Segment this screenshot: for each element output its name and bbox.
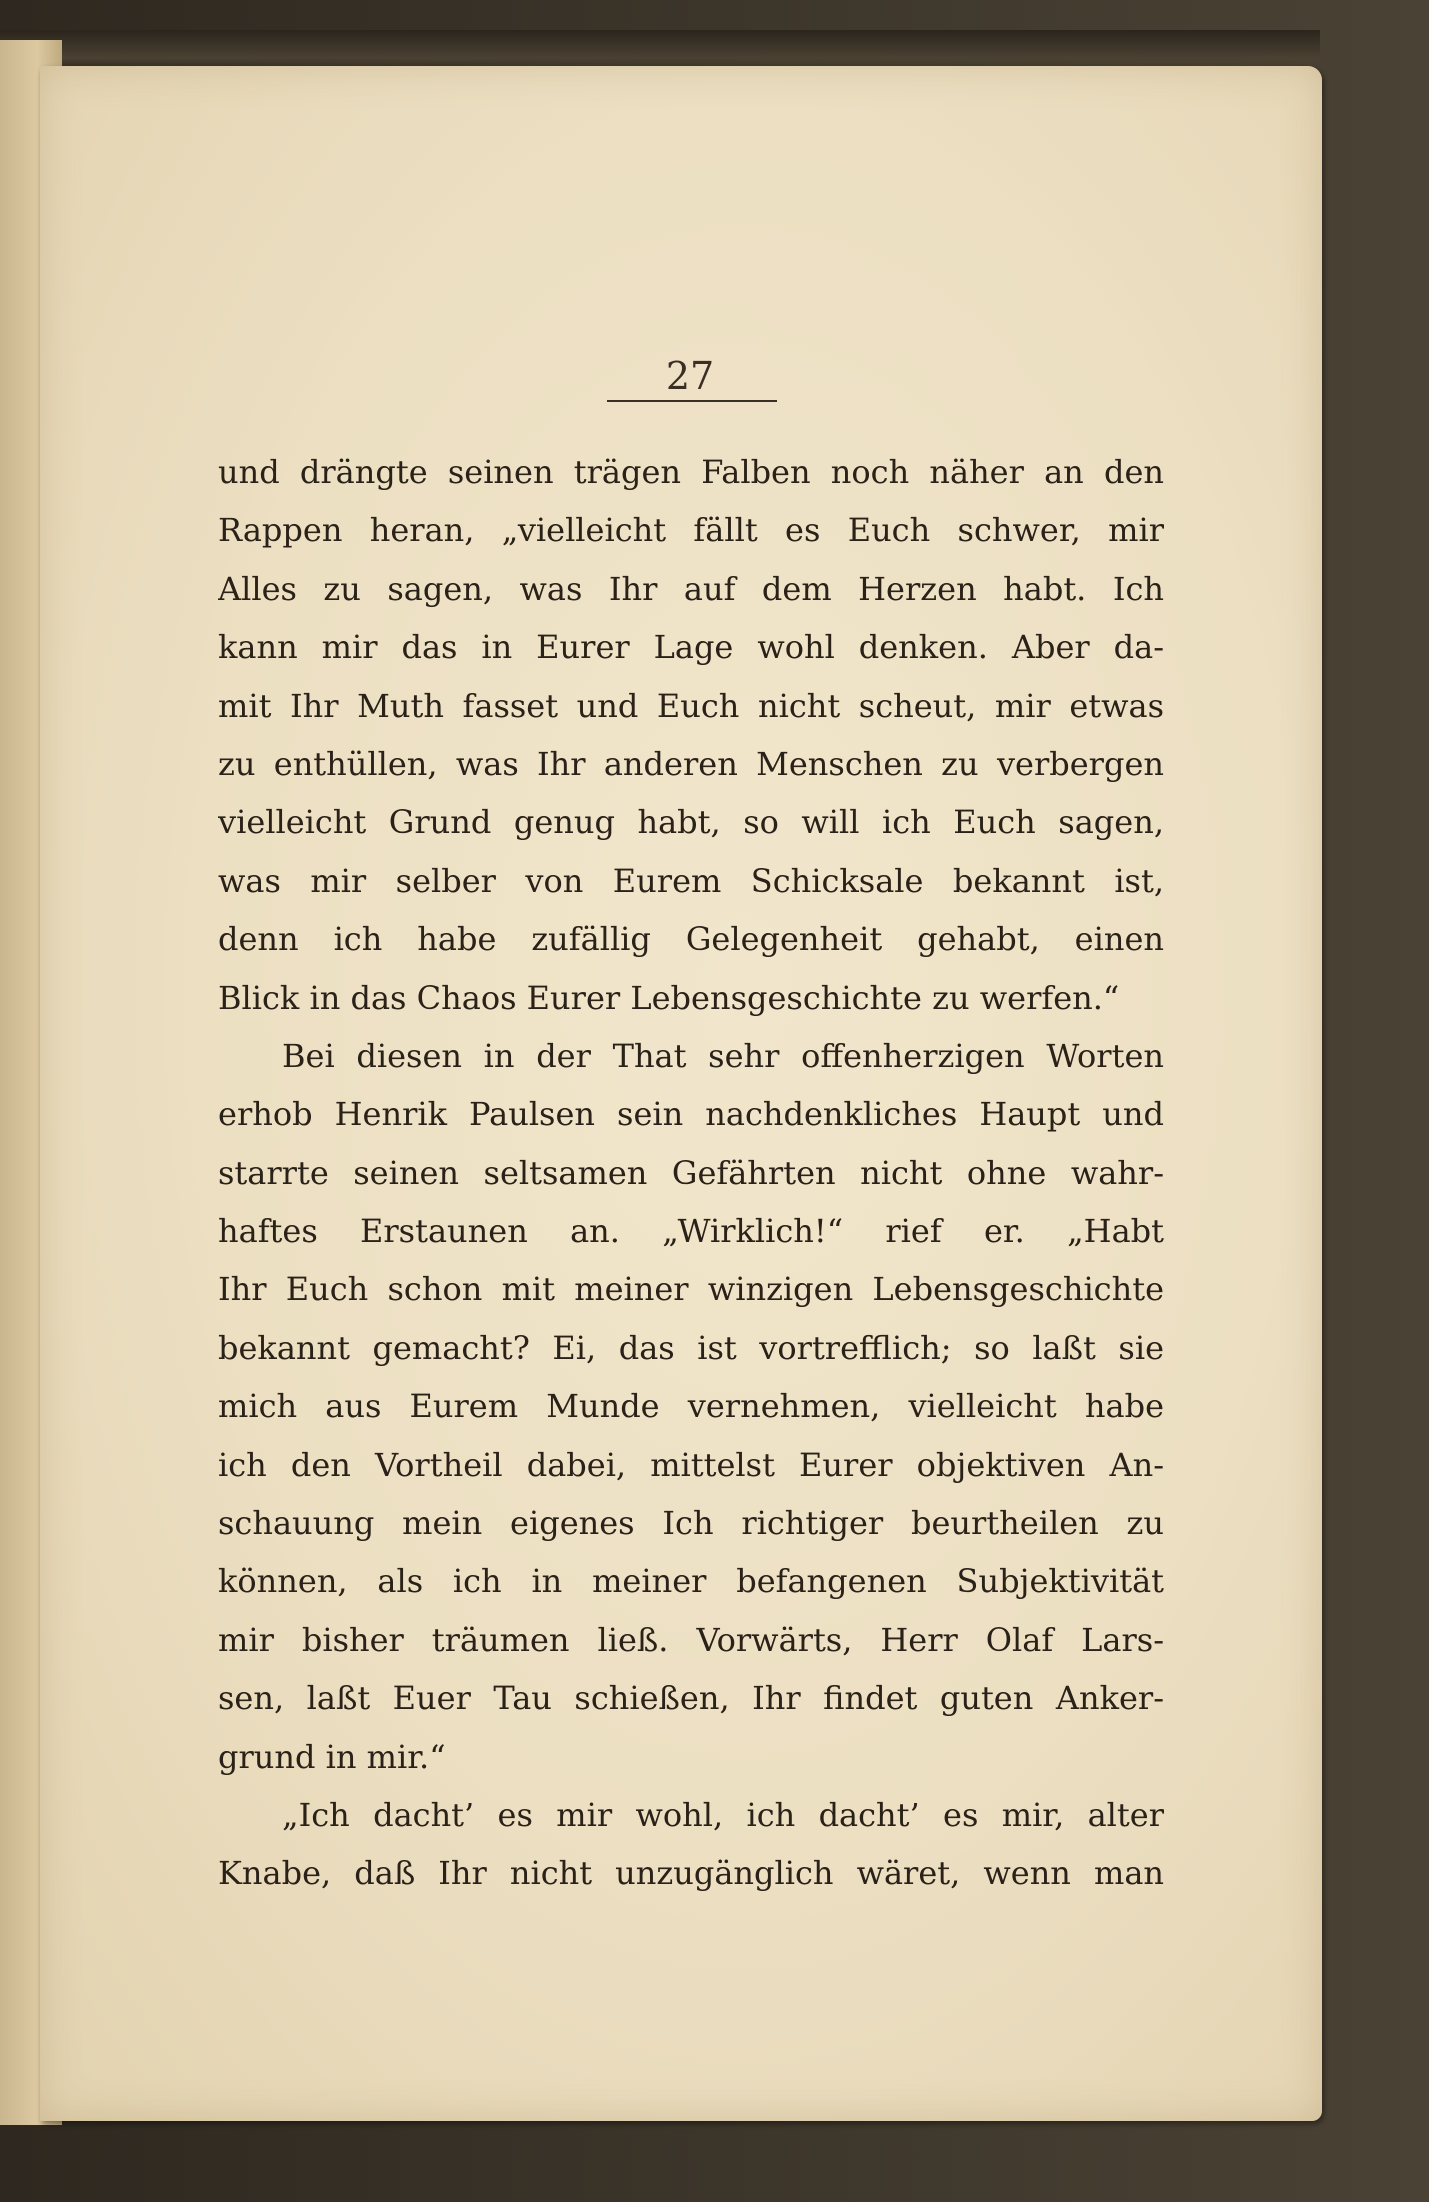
- text-line: denn ich habe zufällig Gelegenheit gehabt, einen: [218, 920, 1164, 959]
- text-line: schauung mein eigenes Ich richtiger beurtheilen zu: [218, 1504, 1164, 1543]
- text-line: können, als ich in meiner befangenen Subjektivität: [218, 1562, 1164, 1601]
- text-line: mich aus Eurem Munde vernehmen, vielleicht habe: [218, 1387, 1164, 1426]
- page-number: 27: [665, 354, 715, 398]
- text-line: Ihr Euch schon mit meiner winzigen Lebensgeschichte: [218, 1270, 1164, 1309]
- text-line: Bei diesen in der That sehr offenherzigen Worten: [282, 1036, 1164, 1075]
- text-line: Blick in das Chaos Eurer Lebensgeschichte zu werfen.“: [218, 978, 1120, 1017]
- text-line: ich den Vortheil dabei, mittelst Eurer objektiven An-: [218, 1445, 1164, 1484]
- text-line: was mir selber von Eurem Schicksale bekannt ist,: [218, 861, 1164, 900]
- text-line: und drängte seinen trägen Falben noch näher an den: [218, 453, 1164, 491]
- binding-shadow: [0, 30, 1320, 70]
- text-line: bekannt gemacht? Ei, das ist vortrefflich; so laßt sie: [218, 1328, 1164, 1367]
- text-line: Knabe, daß Ihr nicht unzugänglich wäret, wenn man: [218, 1854, 1164, 1893]
- text-line: mit Ihr Muth fasset und Euch nicht scheut, mir etwas: [218, 686, 1164, 725]
- text-line: erhob Henrik Paulsen sein nachdenkliches Haupt und: [218, 1095, 1164, 1134]
- text-line: sen, laßt Euer Tau schießen, Ihr findet guten Anker-: [218, 1679, 1164, 1718]
- book-page: [40, 66, 1322, 2121]
- text-line: vielleicht Grund genug habt, so will ich Euch sagen,: [218, 803, 1164, 842]
- body-text: [218, 443, 1164, 1903]
- text-line: mir bisher träumen ließ. Vorwärts, Herr Olaf Lars-: [218, 1620, 1164, 1659]
- text-line: Alles zu sagen, was Ihr auf dem Herzen habt. Ich: [218, 569, 1164, 608]
- text-line: Rappen heran, „vielleicht fällt es Euch schwer, mir: [218, 511, 1164, 550]
- text-line: „Ich dacht’ es mir wohl, ich dacht’ es mir, alter: [282, 1795, 1164, 1834]
- header-rule: [607, 400, 777, 402]
- text-line: grund in mir.“: [218, 1737, 446, 1776]
- text-line: kann mir das in Eurer Lage wohl denken. Aber da-: [218, 628, 1164, 667]
- text-line: starrte seinen seltsamen Gefährten nicht ohne wahr-: [218, 1153, 1164, 1192]
- text-line: haftes Erstaunen an. „Wirklich!“ rief er. „Habt: [218, 1212, 1164, 1251]
- text-line: zu enthüllen, was Ihr anderen Menschen zu verbergen: [218, 744, 1164, 783]
